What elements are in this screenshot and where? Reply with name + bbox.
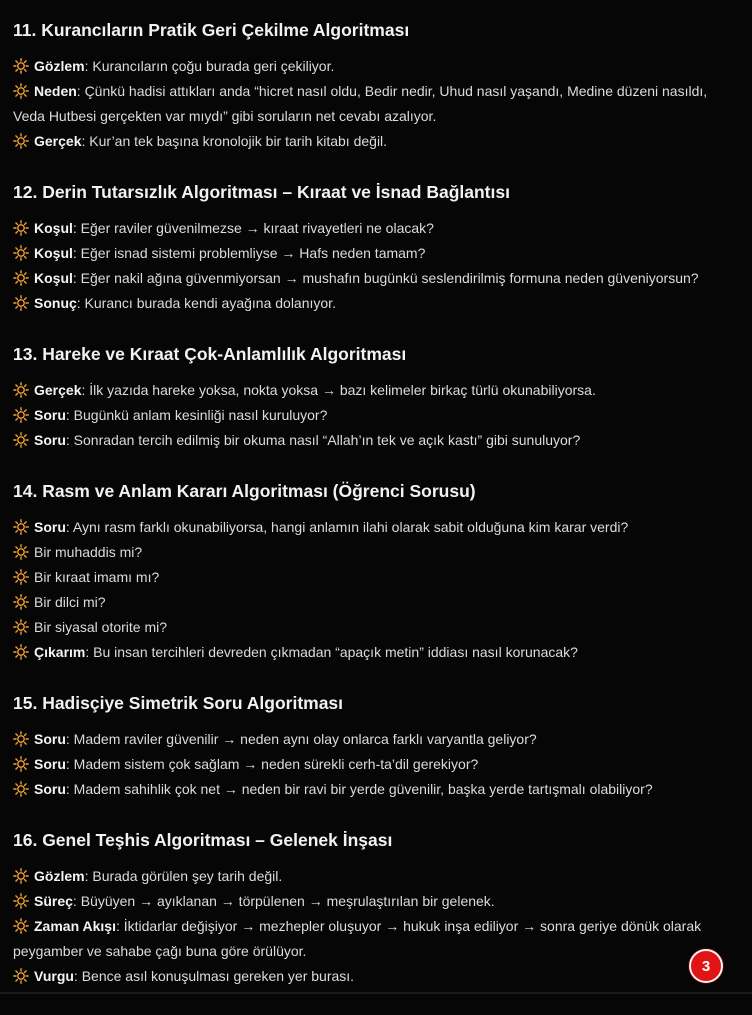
section-title: 11. Kurancıların Pratik Geri Çekilme Algoritması bbox=[13, 20, 410, 40]
item-label: Gözlem bbox=[34, 58, 85, 74]
item-text: : Madem sistem çok sağlam → neden sürekli cerh-ta’dil gerekiyor? bbox=[65, 756, 479, 772]
sun-icon bbox=[13, 593, 29, 609]
item-label: Koşul bbox=[34, 220, 73, 236]
sun-icon bbox=[13, 82, 29, 98]
item-label: Neden bbox=[34, 83, 77, 99]
list-item bbox=[13, 291, 718, 316]
list-item bbox=[13, 964, 718, 989]
item-text: : Burada görülen şey tarih değil. bbox=[84, 868, 283, 884]
list-item bbox=[13, 590, 718, 615]
sun-icon bbox=[13, 269, 29, 285]
item-text: : Madem sahihlik çok net → neden bir ravi bir yerde güvenilir, başka yerde tartışmalı olabiliyor? bbox=[65, 781, 653, 797]
sun-icon bbox=[13, 892, 29, 908]
list-item bbox=[13, 241, 718, 266]
sun-icon bbox=[13, 294, 29, 310]
item-label: Gözlem bbox=[34, 868, 85, 884]
sun-icon bbox=[13, 730, 29, 746]
sun-icon bbox=[13, 57, 29, 73]
item-text: : İlk yazıda hareke yoksa, nokta yoksa → bazı kelimeler birkaç türlü okunabiliyorsa. bbox=[81, 382, 596, 398]
item-text: : Bugünkü anlam kesinliği nasıl kuruluyor? bbox=[65, 407, 328, 423]
item-text: Bir siyasal otorite mi? bbox=[34, 619, 168, 635]
list-item bbox=[13, 914, 718, 964]
item-label: Gerçek bbox=[34, 133, 82, 149]
item-text: : Büyüyen → ayıklanan → törpülenen → meşrulaştırılan bir gelenek. bbox=[72, 893, 495, 909]
list-item bbox=[13, 428, 718, 453]
item-label: Soru bbox=[34, 756, 66, 772]
item-text: Bir kıraat imamı mı? bbox=[34, 569, 160, 585]
list-item bbox=[13, 266, 718, 291]
section-title: 16. Genel Teşhis Algoritması – Gelenek İnşası bbox=[13, 830, 393, 850]
list-item bbox=[13, 565, 718, 590]
section-title: 13. Hareke ve Kıraat Çok-Anlamlılık Algoritması bbox=[13, 344, 407, 364]
sun-icon bbox=[13, 381, 29, 397]
sun-icon bbox=[13, 917, 29, 933]
item-label: Süreç bbox=[34, 893, 73, 909]
item-label: Soru bbox=[34, 407, 66, 423]
sun-icon bbox=[13, 618, 29, 634]
item-label: Soru bbox=[34, 519, 66, 535]
section bbox=[13, 691, 718, 802]
item-label: Soru bbox=[34, 781, 66, 797]
item-text: : Kurancı burada kendi ayağına dolanıyor. bbox=[76, 295, 336, 311]
page-number-badge[interactable]: 3 bbox=[689, 949, 723, 983]
list-item bbox=[13, 889, 718, 914]
list-item bbox=[13, 615, 718, 640]
item-text: Bir dilci mi? bbox=[34, 594, 106, 610]
sun-icon bbox=[13, 780, 29, 796]
sun-icon bbox=[13, 543, 29, 559]
list-item bbox=[13, 727, 718, 752]
item-text: : Eğer isnad sistemi problemliyse → Hafs neden tamam? bbox=[72, 245, 426, 261]
sun-icon bbox=[13, 431, 29, 447]
list-item bbox=[13, 864, 718, 889]
item-label: Vurgu bbox=[34, 968, 74, 984]
item-text: : Sonradan tercih edilmiş bir okuma nasıl “Allah’ın tek ve açık kastı” gibi sunuluyor? bbox=[65, 432, 581, 448]
item-text: : Aynı rasm farklı okunabiliyorsa, hangi anlamın ilahi olarak sabit olduğuna kim karar verdi? bbox=[65, 519, 629, 535]
list-item bbox=[13, 216, 718, 241]
list-item bbox=[13, 79, 718, 129]
item-text: : İktidarlar değişiyor → mezhepler oluşuyor → hukuk inşa ediliyor → sonra geriye dönük olarak peygamber ve sahabe çağı buna göre örülüyor. bbox=[13, 918, 702, 959]
list-item bbox=[13, 378, 718, 403]
section bbox=[13, 479, 718, 665]
sun-icon bbox=[13, 244, 29, 260]
item-text: : Kur’an tek başına kronolojik bir tarih kitabı değil. bbox=[81, 133, 388, 149]
item-text: : Çünkü hadisi attıkları anda “hicret nasıl oldu, Bedir nedir, Uhud nasıl yaşandı, Medine düzeni nasıldı, Veda Hutbesi gerçekten var mıydı” gibi soruların net cevabı azalıyor. bbox=[13, 83, 708, 124]
item-label: Sonuç bbox=[34, 295, 77, 311]
item-label: Gerçek bbox=[34, 382, 82, 398]
section bbox=[13, 180, 718, 316]
sun-icon bbox=[13, 518, 29, 534]
item-label: Çıkarım bbox=[34, 644, 86, 660]
sun-icon bbox=[13, 755, 29, 771]
list-item bbox=[13, 54, 718, 79]
list-item bbox=[13, 403, 718, 428]
section bbox=[13, 342, 718, 453]
list-item bbox=[13, 752, 718, 777]
item-label: Koşul bbox=[34, 245, 73, 261]
item-text: : Bu insan tercihleri devreden çıkmadan “apaçık metin” iddiası nasıl korunacak? bbox=[85, 644, 578, 660]
item-text: : Eğer nakil ağına güvenmiyorsan → mushafın bugünkü seslendirilmiş formuna neden güveniyorsun? bbox=[72, 270, 699, 286]
item-text: Bir muhaddis mi? bbox=[34, 544, 143, 560]
item-label: Soru bbox=[34, 432, 66, 448]
list-item bbox=[13, 640, 718, 665]
section-title: 12. Derin Tutarsızlık Algoritması – Kıraat ve İsnad Bağlantısı bbox=[13, 182, 510, 202]
item-label: Zaman Akışı bbox=[34, 918, 116, 934]
section-title: 15. Hadisçiye Simetrik Soru Algoritması bbox=[13, 693, 344, 713]
sun-icon bbox=[13, 132, 29, 148]
sun-icon bbox=[13, 406, 29, 422]
sun-icon bbox=[13, 967, 29, 983]
list-item bbox=[13, 777, 718, 802]
article-content bbox=[13, 18, 718, 1015]
item-text: : Bence asıl konuşulması gereken yer burası. bbox=[73, 968, 355, 984]
item-text: : Kurancıların çoğu burada geri çekiliyor. bbox=[84, 58, 335, 74]
item-label: Soru bbox=[34, 731, 66, 747]
section-title: 14. Rasm ve Anlam Kararı Algoritması (Öğrenci Sorusu) bbox=[13, 481, 476, 501]
section bbox=[13, 18, 718, 154]
sun-icon bbox=[13, 568, 29, 584]
list-item bbox=[13, 540, 718, 565]
list-item bbox=[13, 515, 718, 540]
sun-icon bbox=[13, 219, 29, 235]
sun-icon bbox=[13, 867, 29, 883]
list-item bbox=[13, 129, 718, 154]
item-label: Koşul bbox=[34, 270, 73, 286]
item-text: : Madem raviler güvenilir → neden aynı olay onlarca farklı varyantla geliyor? bbox=[65, 731, 537, 747]
section bbox=[13, 828, 718, 989]
item-text: : Eğer raviler güvenilmezse → kıraat rivayetleri ne olacak? bbox=[72, 220, 434, 236]
sun-icon bbox=[13, 643, 29, 659]
